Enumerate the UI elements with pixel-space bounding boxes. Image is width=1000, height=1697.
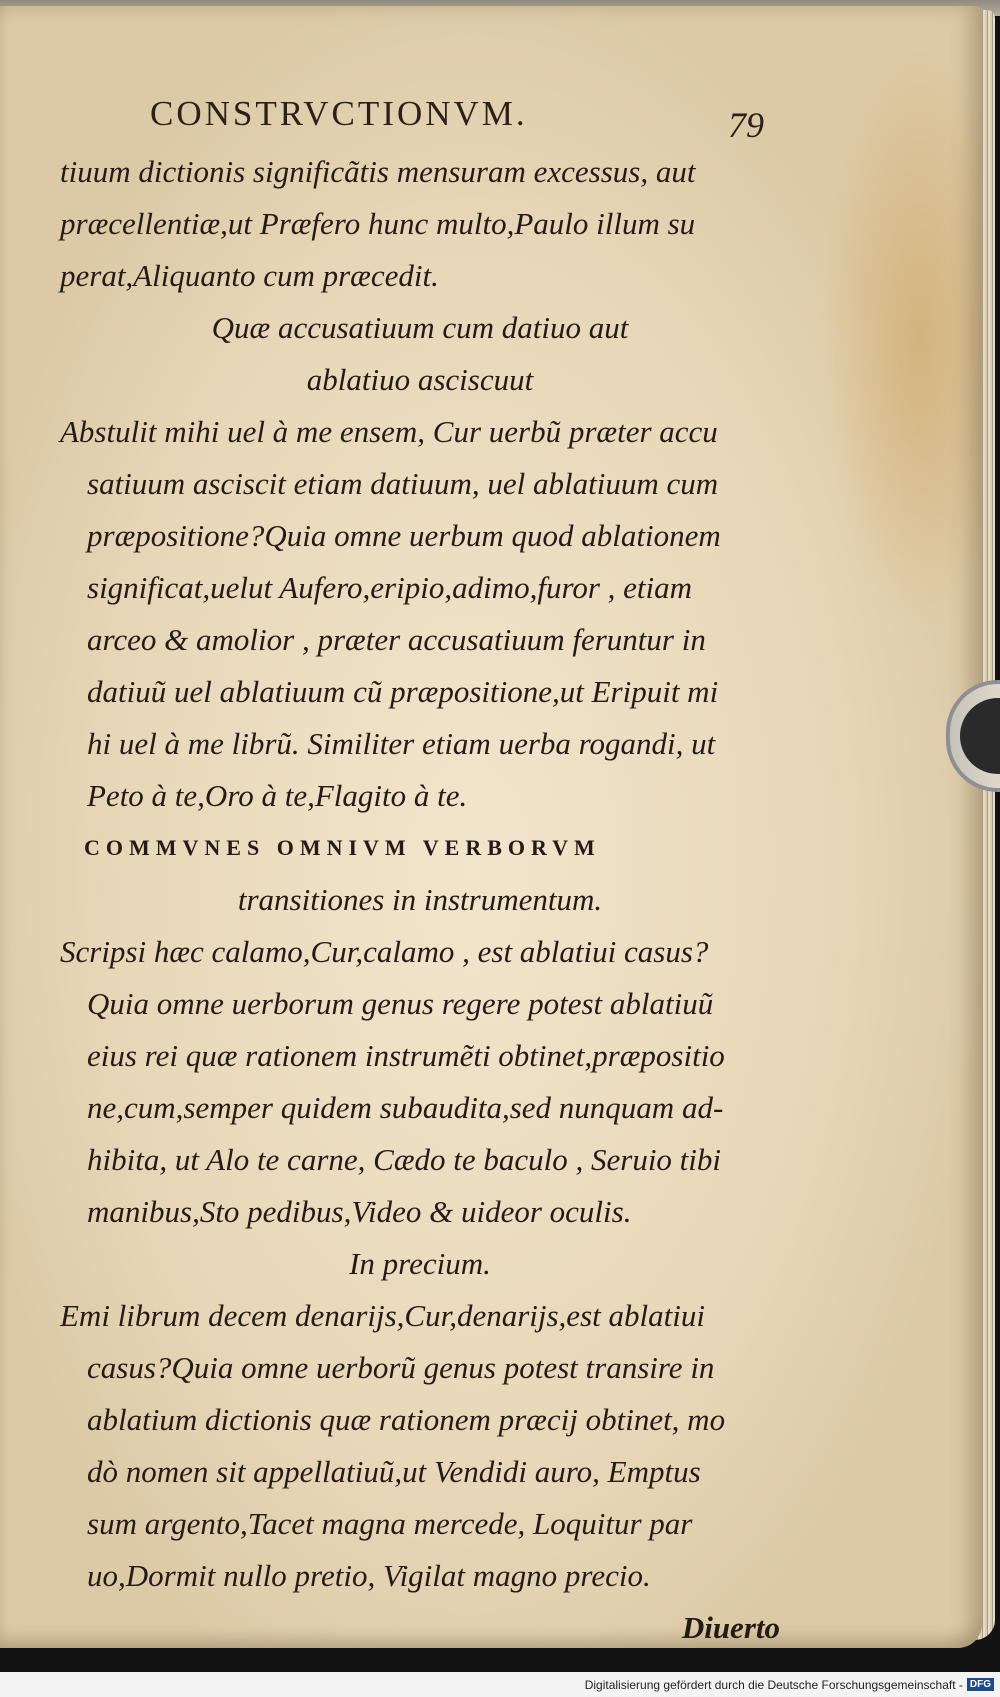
text-line: hibita, ut Alo te carne, Cædo te baculo , Seruio tibi <box>87 1142 722 1177</box>
text-line: ablatium dictionis quæ rationem præcij obtinet, mo <box>87 1402 726 1437</box>
section-heading: Quæ accusatiuum cum datiuo aut <box>211 310 629 345</box>
section-heading: COMMVNES OMNIVM VERBORVM <box>84 835 601 860</box>
text-line: eius rei quæ rationem instrumẽti obtinet,præpositio <box>87 1038 725 1073</box>
dfg-logo: DFG <box>967 1678 994 1691</box>
text-line: Quia omne uerborum genus regere potest ablatiuũ <box>87 986 714 1021</box>
text-line: dò nomen sit appellatiuũ,ut Vendidi auro, Emptus <box>87 1454 701 1489</box>
text-line: uo,Dormit nullo pretio, Vigilat magno precio. <box>87 1558 651 1593</box>
text-line: perat,Aliquanto cum præcedit. <box>60 258 439 293</box>
body-text <box>60 146 780 1654</box>
text-line: arceo & amolior , præter accusatiuum feruntur in <box>87 622 706 657</box>
catchword: Diuerto <box>681 1610 780 1645</box>
text-line: Scripsi hæc calamo,Cur,calamo , est ablatiui casus? <box>60 934 709 969</box>
text-line: tiuum dictionis significãtis mensuram excessus, aut <box>60 154 696 189</box>
section-heading: transitiones in instrumentum. <box>237 882 603 917</box>
text-line: datiuũ uel ablatiuum cũ præpositione,ut Eripuit mi <box>87 674 719 709</box>
text-line: ne,cum,semper quidem subaudita,sed nunquam ad- <box>87 1090 724 1125</box>
section-heading: ablatiuo asciscuut <box>306 362 534 397</box>
text-line: Abstulit mihi uel à me ensem, Cur uerbũ præter accu <box>60 414 718 449</box>
text-line: significat,uelut Aufero,eripio,adimo,furor , etiam <box>87 570 693 605</box>
section-heading: In precium. <box>349 1246 491 1281</box>
text-line: casus?Quia omne uerborũ genus potest transire in <box>87 1350 715 1385</box>
text-line: Emi librum decem denarijs,Cur,denarijs,est ablatiui <box>60 1298 705 1333</box>
running-head: CONSTRVCTIONVM. <box>150 94 528 133</box>
digitization-footer <box>0 1672 1000 1697</box>
text-line: Peto à te,Oro à te,Flagito à te. <box>87 778 468 813</box>
book-page <box>0 6 982 1648</box>
text-line: satiuum asciscit etiam datiuum, uel ablatiuum cum <box>87 466 719 501</box>
footer-credit: Digitalisierung gefördert durch die Deutsche Forschungsgemeinschaft - <box>584 1677 963 1692</box>
text-line: manibus,Sto pedibus,Video & uideor oculis. <box>87 1194 632 1229</box>
text-line: sum argento,Tacet magna mercede, Loquitur par <box>87 1506 693 1541</box>
text-line: præcellentiæ,ut Præfero hunc multo,Paulo illum su <box>60 206 696 241</box>
page-number: 79 <box>728 105 764 145</box>
text-line: hi uel à me librũ. Similiter etiam uerba rogandi, ut <box>87 726 716 761</box>
text-line: præpositione?Quia omne uerbum quod ablationem <box>87 518 721 553</box>
